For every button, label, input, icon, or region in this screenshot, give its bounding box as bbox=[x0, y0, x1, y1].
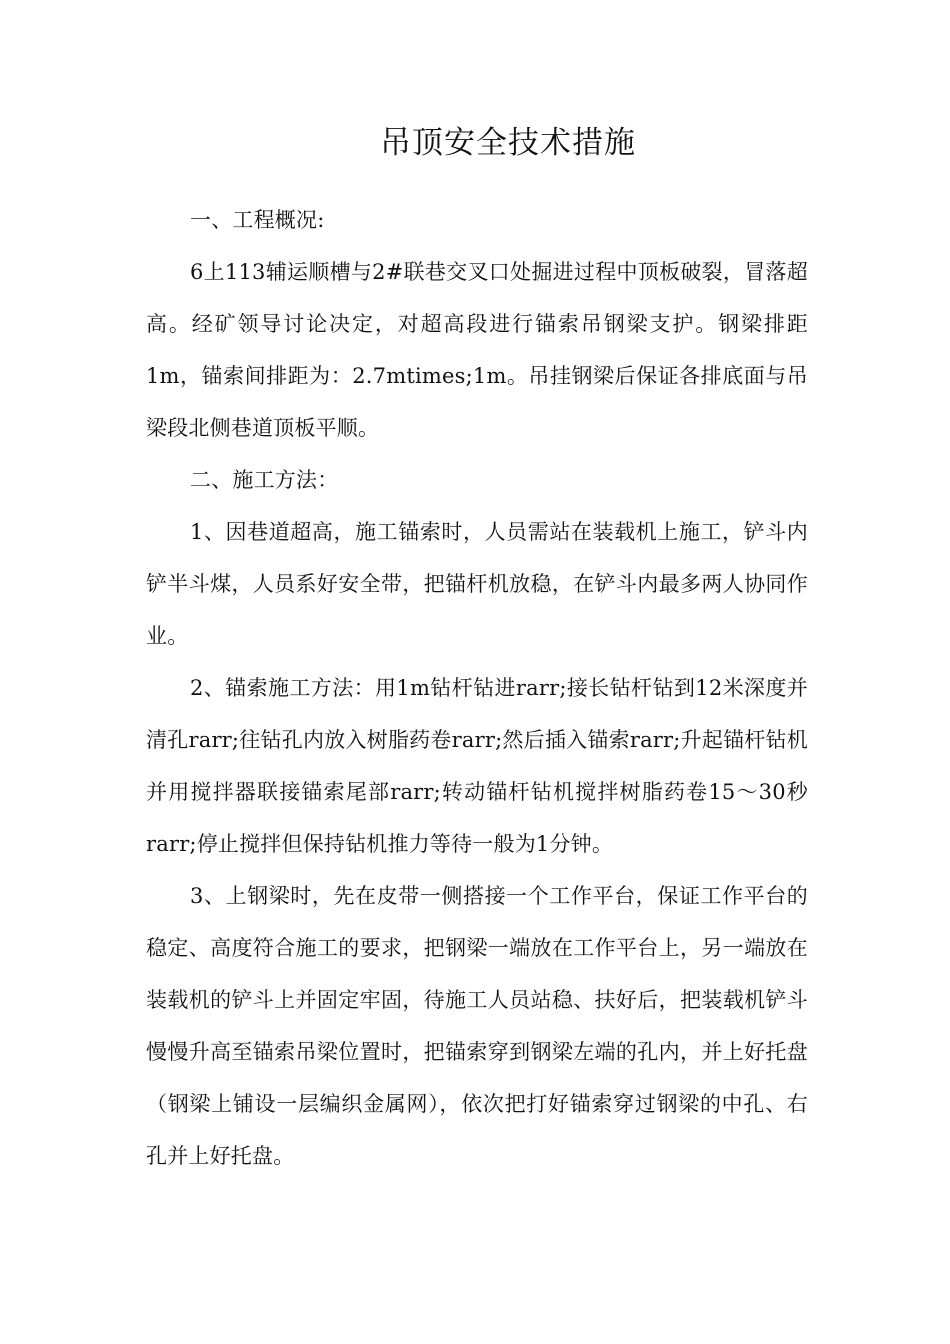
paragraph-step-1: 1、因巷道超高，施工锚索时，人员需站在装载机上施工，铲斗内铲半斗煤，人员系好安全带，把锚杆机放稳，在铲斗内最多两人协同作业。 bbox=[146, 520, 808, 648]
section-heading-method: 二、施工方法： bbox=[190, 468, 339, 492]
paragraph-step-2: 2、锚索施工方法：用1m钻杆钻进rarr;接长钻杆钻到12米深度并清孔rarr;往钻孔内放入树脂药卷rarr;然后插入锚索rarr;升起锚杆钻机并用搅拌器联接锚索尾部rarr;转动锚杆钻机搅拌树脂药卷15～30秒rarr;停止搅拌但保持钻机推力等待一般为1分钟。 bbox=[146, 676, 808, 856]
document-title: 吊顶安全技术措施 bbox=[380, 125, 636, 161]
section-heading-overview: 一、工程概况: bbox=[190, 208, 325, 232]
paragraph-step-3: 3、上钢梁时，先在皮带一侧搭接一个工作平台，保证工作平台的稳定、高度符合施工的要求，把钢梁一端放在工作平台上，另一端放在装载机的铲斗上并固定牢固，待施工人员站稳、扶好后，把装载机铲斗慢慢升高至锚索吊梁位置时，把锚索穿到钢梁左端的孔内，并上好托盘（钢梁上铺设一层编织金属网），依次把打好锚索穿过钢梁的中孔、右孔并上好托盘。 bbox=[146, 884, 808, 1168]
paragraph-overview: 6上113辅运顺槽与2#联巷交叉口处掘进过程中顶板破裂，冒落超高。经矿领导讨论决定，对超高段进行锚索吊钢梁支护。钢梁排距1m，锚索间排距为：2.7mtimes;1m。吊挂钢梁后保证各排底面与吊梁段北侧巷道顶板平顺。 bbox=[146, 260, 808, 440]
document-body bbox=[146, 194, 808, 1182]
